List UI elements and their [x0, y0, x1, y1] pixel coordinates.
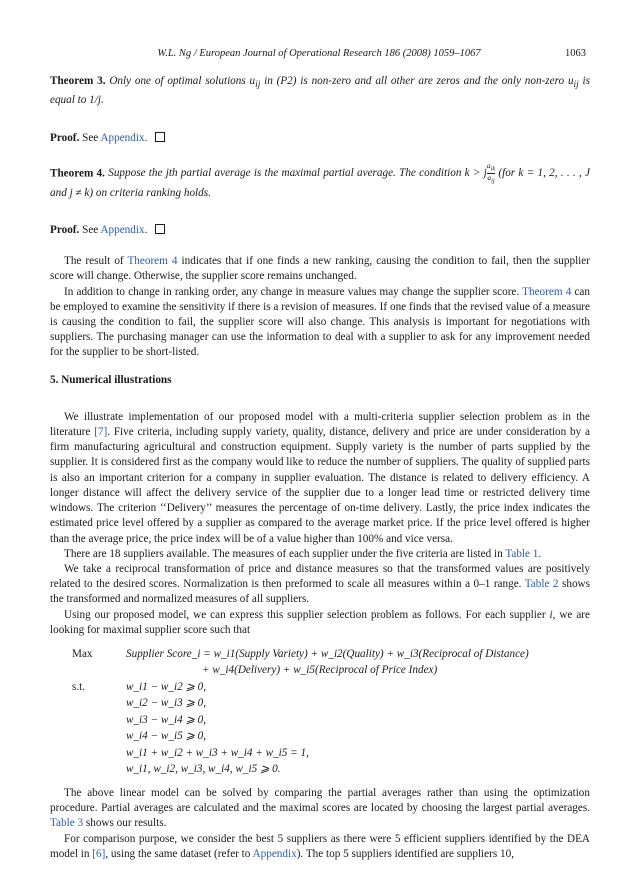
qed-box-icon: [155, 224, 165, 234]
st-label: s.t.: [72, 680, 86, 693]
constraint: w_i3 − w_i4 ⩾ 0,: [126, 713, 207, 726]
constraint: w_i1, w_i2, w_i3, w_i4, w_i5 ⩾ 0.: [126, 763, 281, 776]
max-label: Max: [72, 647, 93, 660]
theorem-4: Theorem 4. Suppose the jth partial average is the maximal partial average. The condition k > j $\frac{a_{ik}}{a_{ij}}$ (for k = 1, 2, . . . , J and j ≠ k) on criteria ranking holds.: [50, 160, 591, 199]
constraint: w_i2 − w_i3 ⩾ 0,: [126, 697, 207, 710]
reference-link[interactable]: [6]: [92, 847, 106, 860]
ratio-fraction: $\frac{a_{ik}}{a_{ij}}$: [486, 160, 496, 185]
theorem-3: Theorem 3. Only one of optimal solutions $u_{ij}$ in (P2) is non-zero and all other are zeros and the only non-zero $u_{ij}$ is equal to 1/j.: [50, 75, 591, 107]
paragraph: We take a reciprocal transformation of price and distance measures so that the transformed values are positively related to the desired scores. Normalization is then preformed to scale all measures within a 0–1 range. Table 2 shows the transformed and normalized measures of all suppliers.: [50, 562, 590, 606]
table-1-link[interactable]: Table 1: [505, 547, 539, 560]
paragraph: For comparison purpose, we consider the best 5 suppliers as there were 5 efficient suppliers identified by the DEA model in [6], using the same dataset (refer to Appendix). The top 5 suppliers identified are suppliers 10,: [50, 832, 590, 860]
proof-1: Proof. See Appendix.: [50, 131, 590, 146]
journal-citation: W.L. Ng / European Journal of Operational Research 186 (2008) 1059–1067: [157, 48, 481, 59]
qed-box-icon: [155, 132, 165, 142]
objective-line: + w_i4(Delivery) + w_i5(Reciprocal of Price Index): [202, 664, 438, 677]
page-body: [50, 74, 590, 862]
constraint: w_i4 − w_i5 ⩾ 0,: [126, 730, 207, 743]
theorem-4-link[interactable]: Theorem 4: [127, 255, 178, 268]
paragraph: Using our proposed model, we can express this supplier selection problem as follows. For each supplier i, we are looking for maximal supplier score such that: [50, 608, 590, 636]
paragraph: In addition to change in ranking order, any change in measure values may change the supplier score. Theorem 4 can be employed to examine the sensitivity if there is a revision of measures. If one finds that the revised value of a measure is causing the condition to fail, the supplier score will also change. This analysis is important for negotiations with suppliers. The purchasing manager can use the information to deal with a supplier to ask for any improvement needed for the supplier to be short-listed.: [50, 285, 590, 359]
page-number: 1063: [565, 48, 586, 59]
table-3-link[interactable]: Table 3: [50, 817, 84, 830]
reference-link[interactable]: [7]: [94, 426, 108, 439]
lp-model: [50, 646, 590, 778]
objective-line: Supplier Score_i = w_i1(Supply Variety) + w_i2(Quality) + w_i3(Reciprocal of Distance): [126, 647, 529, 660]
running-header: [0, 48, 638, 64]
paragraph: There are 18 suppliers available. The measures of each supplier under the five criteria are listed in Table 1.: [64, 547, 542, 560]
theorem-3-label: Theorem 3.: [50, 75, 106, 87]
table-2-link[interactable]: Table 2: [524, 578, 559, 591]
theorem-4-label: Theorem 4.: [50, 167, 105, 180]
appendix-link[interactable]: Appendix: [252, 847, 297, 860]
section-heading: 5. Numerical illustrations: [50, 373, 172, 386]
theorem-3-text: Only one of optimal solutions u: [109, 75, 256, 87]
theorem-4-link[interactable]: Theorem 4: [522, 285, 572, 298]
paragraph: The above linear model can be solved by comparing the partial averages rather than using the optimization procedure. Partial averages are calculated and the maximal scores are located by choosing the largest partial averages. Table 3 shows our results.: [50, 786, 590, 830]
appendix-link[interactable]: Appendix: [100, 224, 145, 237]
constraint: w_i1 + w_i2 + w_i3 + w_i4 + w_i5 = 1,: [126, 746, 309, 759]
proof-label: Proof.: [50, 224, 80, 237]
proof-label: Proof.: [50, 131, 80, 144]
paragraph: We illustrate implementation of our proposed model with a multi-criteria supplier selection problem as in the literature [7]. Five criteria, including supply variety, quality, distance, delivery and price are under consideration by a firm manufacturing agricultural and construction equipment. Supply variety is the number of parts supplied by the supplier. It is considered first as the company would like to reduce the number of suppliers. The quality of supplied parts is also an important criterion for a company in supplier evaluation. The distance is related to delivery efficiency. A longer distance will affect the delivery service of the supplier due to a longer lead time or restricted delivery time windows. The criterion ‘‘Delivery’’ measures the percentage of on-time delivery. Lastly, the price index indicates the estimated price level offered by a supplier as compared to the average market price. If the price level offered is higher than the average price, the price index will be of a value higher than 100% and vice versa.: [50, 410, 590, 545]
proof-2: Proof. See Appendix.: [50, 223, 590, 238]
constraint: w_i1 − w_i2 ⩾ 0,: [126, 680, 207, 693]
appendix-link[interactable]: Appendix: [100, 131, 145, 144]
paragraph: The result of Theorem 4 indicates that if one finds a new ranking, causing the condition to fail, then the supplier score will change. Otherwise, the supplier score remains unchanged.: [50, 255, 590, 283]
